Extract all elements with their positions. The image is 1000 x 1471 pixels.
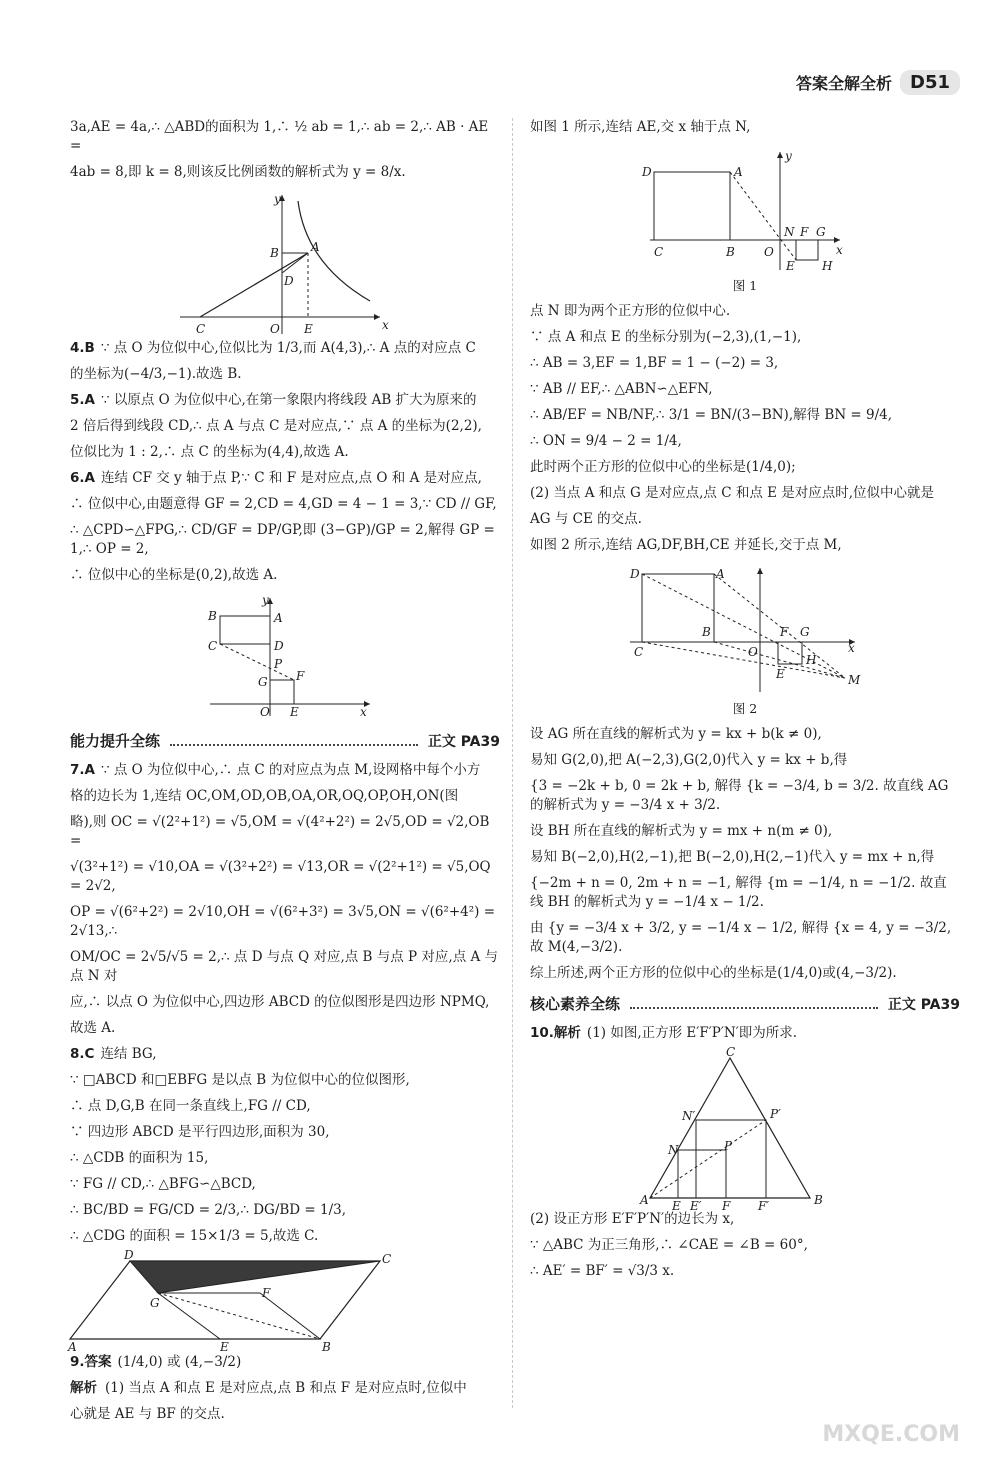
text-line: 设 BH 所在直线的解析式为 y = mx + n(m ≠ 0),	[530, 823, 833, 839]
text-line: ∴ △CDB 的面积为 15,	[70, 1150, 209, 1166]
question-number: 9.答案	[70, 1354, 112, 1370]
text-line: ∵ FG // CD,∴ △BFG∽△BCD,	[70, 1176, 256, 1192]
text-line: (2) 当点 A 和点 G 是对应点,点 C 和点 E 是对应点时,位似中心就是	[530, 485, 935, 501]
svg-text:y: y	[785, 149, 792, 163]
text-line: 故选 A.	[70, 1020, 116, 1036]
text-line: 4ab = 8,即 k = 8,则该反比例函数的解析式为 y = 8/x.	[70, 164, 406, 180]
figure-1-squares	[530, 144, 850, 274]
svg-text:C: C	[726, 1045, 736, 1059]
svg-text:B: B	[702, 625, 711, 639]
svg-text:G: G	[800, 625, 810, 639]
svg-text:B: B	[208, 609, 217, 623]
text-line: 的坐标为(−4/3,−1).故选 B.	[70, 366, 242, 382]
figure-parallelogram	[68, 1248, 400, 1354]
figure-2-squares	[530, 562, 860, 697]
svg-text:B: B	[322, 1340, 331, 1354]
answer-value: (1/4,0) 或 (4,−3/2)	[117, 1354, 242, 1370]
svg-text:C: C	[654, 245, 664, 259]
text-line: OP = √(6²+2²) = 2√10,OH = √(6²+3²) = 3√5,ON = √(6²+4²) = 2√13,∴	[70, 904, 496, 939]
svg-text:E′: E′	[690, 1199, 702, 1213]
svg-text:F: F	[780, 625, 789, 639]
question-number: 8.C	[70, 1046, 95, 1062]
question-4: 4.B ∵ 点 O 为位似中心,位似比为 1/3,而 A(4,3),∴ A 点的对应点 C	[70, 340, 476, 356]
svg-text:N′: N′	[682, 1109, 696, 1123]
text-line: ∵ AB // EF,∴ △ABN∽△EFN,	[530, 381, 713, 397]
text-line: ∴ 位似中心的坐标是(0,2),故选 A.	[70, 567, 278, 583]
question-number: 10.解析	[530, 1025, 581, 1041]
text-line: ∴ AB = 3,EF = 1,BF = 1 − (−2) = 3,	[530, 355, 779, 371]
text-line: ∴ △CPD∽△FPG,∴ CD/GF = DP/GP,即 (3−GP)/GP = 2,解得 GP = 1,∴ OP = 2,	[70, 522, 495, 557]
dotted-leader	[170, 736, 418, 746]
section-header-ability	[70, 730, 500, 751]
text-line: 略),则 OC = √(2²+1²) = √5,OM = √(4²+2²) = 2√5,OD = √2,OB =	[70, 814, 490, 849]
svg-text:D: D	[642, 165, 652, 179]
svg-text:E: E	[304, 322, 313, 336]
svg-text:G: G	[150, 1296, 160, 1310]
text-line: 格的边长为 1,连结 OC,OM,OD,OB,OA,OR,OQ,OP,OH,ON(图	[70, 788, 459, 804]
text-line: ∵ △ABC 为正三角形,∴ ∠CAE = ∠B = 60°,	[530, 1237, 808, 1253]
column-divider	[512, 118, 513, 1408]
figure-caption: 图 1	[732, 278, 758, 293]
svg-text:F: F	[296, 669, 305, 683]
svg-text:F: F	[262, 1286, 271, 1300]
dotted-leader	[630, 999, 878, 1009]
text-line: ∴ △CDG 的面积 = 15×1/3 = 5,故选 C.	[70, 1228, 319, 1244]
svg-text:A: A	[311, 240, 320, 254]
svg-text:D: D	[124, 1248, 134, 1262]
question-number: 6.A	[70, 470, 95, 486]
text-line: 易知 G(2,0),把 A(−2,3),G(2,0)代入 y = kx + b,得	[530, 752, 848, 768]
svg-text:C: C	[196, 322, 206, 336]
text-line: 此时两个正方形的位似中心的坐标是(1/4,0);	[530, 459, 796, 475]
text-line: 3a,AE = 4a,∴ △ABD的面积为 1,∴ ½ ab = 1,∴ ab = 2,∴ AB · AE =	[70, 119, 489, 154]
text-line: OM/OC = 2√5/√5 = 2,∴ 点 D 与点 Q 对应,点 B 与点 P 对应,点 A 与点 N 对	[70, 949, 499, 984]
svg-text:G: G	[816, 225, 826, 239]
svg-text:A: A	[68, 1340, 77, 1354]
svg-text:H: H	[822, 259, 833, 273]
question-6: 6.A 连结 CF 交 y 轴于点 P,∵ C 和 F 是对应点,点 O 和 A 是对应点,	[70, 470, 482, 486]
equation-system: {3 = −2k + b, 0 = 2k + b, 解得 {k = −3/4, b = 3/2. 故直线 AG 的解析式为 y = −3/4 x + 3/2.	[530, 778, 949, 813]
text-line: 应,∴ 以点 O 为位似中心,四边形 ABCD 的位似图形是四边形 NPMQ,	[70, 994, 490, 1010]
svg-text:O: O	[270, 322, 280, 336]
header-title: 答案全解全析	[795, 74, 892, 93]
text-line: ∴ AB/EF = NB/NF,∴ 3/1 = BN/(3−BN),解得 BN = 9/4,	[530, 407, 893, 423]
svg-text:N: N	[784, 225, 795, 239]
text-line: 如图 1 所示,连结 AE,交 x 轴于点 N,	[530, 119, 751, 135]
svg-text:E: E	[672, 1199, 681, 1213]
svg-text:H: H	[806, 653, 817, 667]
section-title: 核心素养全练	[530, 995, 621, 1013]
text-line: ∴ ON = 9/4 − 2 = 1/4,	[530, 433, 682, 449]
svg-text:A: A	[274, 611, 283, 625]
question-7: 7.A ∵ 点 O 为位似中心,∴ 点 C 的对应点为点 M,设网格中每个小方	[70, 762, 481, 778]
question-10: 10.解析 (1) 如图,正方形 E′F′P′N′即为所求.	[530, 1025, 798, 1041]
figure-caption: 图 2	[732, 701, 758, 716]
svg-text:D: D	[274, 639, 284, 653]
svg-text:D: D	[284, 274, 294, 288]
svg-text:C: C	[208, 639, 218, 653]
svg-text:N: N	[668, 1143, 679, 1157]
text-line: 综上所述,两个正方形的位似中心的坐标是(1/4,0)或(4,−3/2).	[530, 965, 897, 981]
svg-text:E: E	[776, 667, 785, 681]
svg-text:A: A	[640, 1193, 649, 1207]
section-header-core	[530, 993, 960, 1014]
text-line: 设 AG 所在直线的解析式为 y = kx + b(k ≠ 0),	[530, 726, 822, 742]
svg-text:x: x	[848, 641, 855, 655]
svg-text:B: B	[814, 1193, 823, 1207]
figure-hyperbola	[70, 189, 390, 339]
svg-text:A: A	[734, 165, 743, 179]
svg-text:E: E	[290, 705, 299, 719]
svg-text:E: E	[786, 259, 795, 273]
text-line: √(3²+1²) = √10,OA = √(3²+2²) = √13,OR = √(2²+1²) = √5,OQ = 2√2,	[70, 859, 491, 894]
page-header	[796, 70, 960, 95]
text-line: ∵ 点 A 和点 E 的坐标分别为(−2,3),(1,−1),	[530, 329, 802, 345]
watermark-logo: MXQE.COM	[822, 1422, 960, 1447]
text-line: ∵ 四边形 ABCD 是平行四边形,面积为 30,	[70, 1124, 330, 1140]
text-line: AG 与 CE 的交点.	[530, 511, 642, 527]
svg-text:A: A	[716, 567, 725, 581]
figure-triangle	[530, 1045, 860, 1213]
question-5: 5.A ∵ 以原点 O 为位似中心,在第一象限内将线段 AB 扩大为原来的	[70, 392, 477, 408]
svg-text:B: B	[270, 246, 279, 260]
svg-text:y: y	[274, 192, 281, 206]
right-column	[530, 118, 960, 1288]
svg-text:G: G	[258, 675, 268, 689]
svg-text:C: C	[382, 1252, 392, 1266]
svg-text:F′: F′	[758, 1199, 770, 1213]
page-number-badge: D51	[900, 70, 960, 95]
section-ref: 正文 PA39	[887, 996, 960, 1013]
question-number: 4.B	[70, 340, 95, 356]
analysis-tag: 解析	[70, 1380, 97, 1396]
svg-text:P: P	[724, 1139, 733, 1153]
svg-text:P: P	[274, 657, 283, 671]
figure-squares-q6	[70, 592, 390, 720]
svg-text:B: B	[726, 245, 735, 259]
text-line: 点 N 即为两个正方形的位似中心.	[530, 303, 731, 319]
text-line: ∵ □ABCD 和□EBFG 是以点 B 为位似中心的位似图形,	[70, 1072, 410, 1088]
text-line: 2 倍后得到线段 CD,∴ 点 A 与点 C 是对应点,∵ 点 A 的坐标为(2,2),	[70, 418, 482, 434]
svg-text:O: O	[260, 705, 270, 719]
text-line: 易知 B(−2,0),H(2,−1),把 B(−2,0),H(2,−1)代入 y = mx + n,得	[530, 849, 935, 865]
svg-text:x: x	[836, 243, 843, 257]
section-ref: 正文 PA39	[427, 733, 500, 750]
text-line: ∴ 位似中心,由题意得 GF = 2,CD = 4,GD = 4 − 1 = 3,∵ CD // GF,	[70, 496, 497, 512]
text-line: ∴ 点 D,G,B 在同一条直线上,FG // CD,	[70, 1098, 311, 1114]
svg-text:P′: P′	[770, 1107, 781, 1121]
svg-text:y: y	[262, 593, 269, 607]
equation-system: 由 {y = −3/4 x + 3/2, y = −1/4 x − 1/2, 解得 {x = 4, y = −3/2, 故 M(4,−3/2).	[530, 920, 952, 955]
text-line: ∴ AE′ = BF′ = √3/3 x.	[530, 1263, 675, 1279]
analysis-line: 解析 (1) 当点 A 和点 E 是对应点,点 B 和点 F 是对应点时,位似中	[70, 1380, 467, 1396]
left-column	[70, 118, 500, 1431]
text-line: (2) 设正方形 E′F′P′N′的边长为 x,	[530, 1211, 735, 1227]
question-number: 5.A	[70, 392, 95, 408]
svg-text:x: x	[382, 318, 389, 332]
svg-text:O: O	[764, 245, 774, 259]
text-line: 如图 2 所示,连结 AG,DF,BH,CE 并延长,交于点 M,	[530, 537, 842, 553]
equation-system: {−2m + n = 0, 2m + n = −1, 解得 {m = −1/4, n = −1/2. 故直线 BH 的解析式为 y = −1/4 x − 1/2.	[530, 875, 947, 910]
text-line: ∴ BC/BD = FG/CD = 2/3,∴ DG/BD = 1/3,	[70, 1202, 347, 1218]
svg-text:x: x	[360, 705, 367, 719]
section-title: 能力提升全练	[70, 732, 161, 750]
text-line: 位似比为 1 : 2,∴ 点 C 的坐标为(4,4),故选 A.	[70, 444, 349, 460]
svg-text:F: F	[722, 1199, 731, 1213]
question-number: 7.A	[70, 762, 95, 778]
svg-text:E: E	[220, 1340, 229, 1354]
svg-text:M: M	[848, 673, 861, 687]
svg-text:D: D	[630, 567, 640, 581]
svg-text:F: F	[800, 225, 809, 239]
text-line: 心就是 AE 与 BF 的交点.	[70, 1406, 225, 1422]
svg-text:O: O	[748, 645, 758, 659]
question-9	[70, 1353, 500, 1372]
svg-text:C: C	[634, 645, 644, 659]
question-8: 8.C 连结 BG,	[70, 1046, 157, 1062]
